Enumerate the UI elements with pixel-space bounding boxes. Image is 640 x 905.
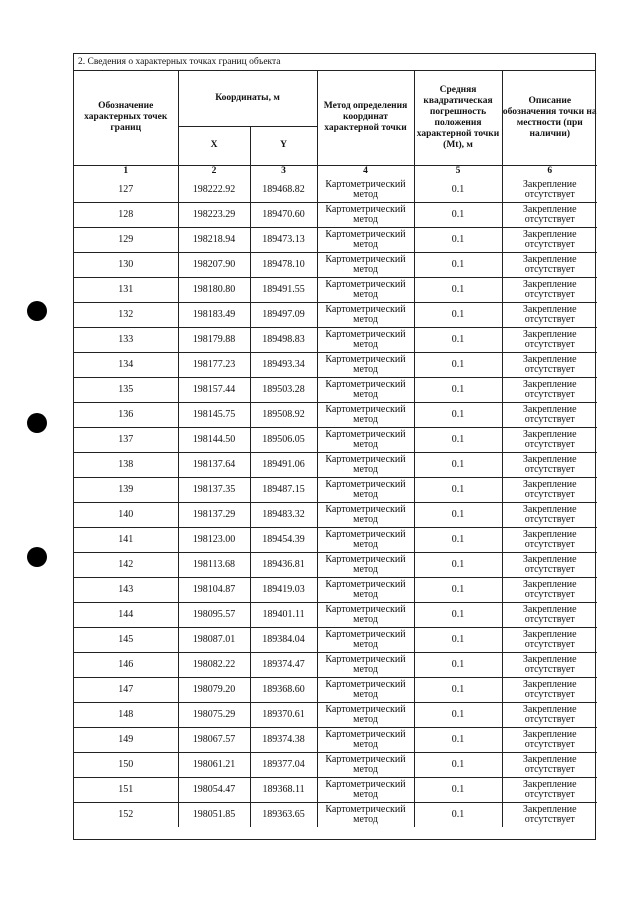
description-cell: Закрепление отсутствует bbox=[502, 552, 597, 577]
point-cell: 141 bbox=[74, 527, 178, 552]
x-coordinate-cell: 198104.87 bbox=[178, 577, 250, 602]
y-coordinate-cell: 189487.15 bbox=[250, 477, 317, 502]
method-cell: Картометрический метод bbox=[317, 652, 414, 677]
error-cell: 0.1 bbox=[414, 752, 502, 777]
method-cell: Картометрический метод bbox=[317, 252, 414, 277]
error-cell: 0.1 bbox=[414, 677, 502, 702]
x-coordinate-cell: 198054.47 bbox=[178, 777, 250, 802]
x-coordinate-cell: 198061.21 bbox=[178, 752, 250, 777]
description-cell: Закрепление отсутствует bbox=[502, 677, 597, 702]
point-cell: 152 bbox=[74, 802, 178, 827]
method-cell: Картометрический метод bbox=[317, 552, 414, 577]
description-cell: Закрепление отсутствует bbox=[502, 502, 597, 527]
y-coordinate-cell: 189368.60 bbox=[250, 677, 317, 702]
column-number: 4 bbox=[317, 165, 414, 178]
header-coordinates: Координаты, м bbox=[178, 71, 317, 126]
description-cell: Закрепление отсутствует bbox=[502, 427, 597, 452]
point-cell: 150 bbox=[74, 752, 178, 777]
error-cell: 0.1 bbox=[414, 477, 502, 502]
method-cell: Картометрический метод bbox=[317, 802, 414, 827]
error-cell: 0.1 bbox=[414, 252, 502, 277]
table-row bbox=[74, 277, 597, 302]
y-coordinate-cell: 189491.06 bbox=[250, 452, 317, 477]
table-row bbox=[74, 252, 597, 277]
header-method: Метод определения координат характерной точки bbox=[317, 71, 414, 165]
x-coordinate-cell: 198207.90 bbox=[178, 252, 250, 277]
point-cell: 140 bbox=[74, 502, 178, 527]
table-row bbox=[74, 427, 597, 452]
table-row bbox=[74, 377, 597, 402]
point-cell: 143 bbox=[74, 577, 178, 602]
description-cell: Закрепление отсутствует bbox=[502, 178, 597, 203]
method-cell: Картометрический метод bbox=[317, 227, 414, 252]
method-cell: Картометрический метод bbox=[317, 377, 414, 402]
error-cell: 0.1 bbox=[414, 727, 502, 752]
error-cell: 0.1 bbox=[414, 702, 502, 727]
x-coordinate-cell: 198180.80 bbox=[178, 277, 250, 302]
point-cell: 142 bbox=[74, 552, 178, 577]
y-coordinate-cell: 189483.32 bbox=[250, 502, 317, 527]
x-coordinate-cell: 198179.88 bbox=[178, 327, 250, 352]
table-row bbox=[74, 677, 597, 702]
method-cell: Картометрический метод bbox=[317, 477, 414, 502]
column-number: 1 bbox=[74, 165, 178, 178]
description-cell: Закрепление отсутствует bbox=[502, 802, 597, 827]
x-coordinate-cell: 198137.35 bbox=[178, 477, 250, 502]
error-cell: 0.1 bbox=[414, 402, 502, 427]
table-row bbox=[74, 402, 597, 427]
table-row bbox=[74, 527, 597, 552]
method-cell: Картометрический метод bbox=[317, 577, 414, 602]
description-cell: Закрепление отсутствует bbox=[502, 277, 597, 302]
point-cell: 144 bbox=[74, 602, 178, 627]
y-coordinate-cell: 189374.38 bbox=[250, 727, 317, 752]
y-coordinate-cell: 189401.11 bbox=[250, 602, 317, 627]
description-cell: Закрепление отсутствует bbox=[502, 652, 597, 677]
table-row bbox=[74, 202, 597, 227]
description-cell: Закрепление отсутствует bbox=[502, 727, 597, 752]
method-cell: Картометрический метод bbox=[317, 327, 414, 352]
error-cell: 0.1 bbox=[414, 178, 502, 203]
boundary-points-section bbox=[73, 53, 596, 840]
method-cell: Картометрический метод bbox=[317, 178, 414, 203]
x-coordinate-cell: 198113.68 bbox=[178, 552, 250, 577]
point-cell: 151 bbox=[74, 777, 178, 802]
description-cell: Закрепление отсутствует bbox=[502, 627, 597, 652]
description-cell: Закрепление отсутствует bbox=[502, 302, 597, 327]
error-cell: 0.1 bbox=[414, 627, 502, 652]
y-coordinate-cell: 189363.65 bbox=[250, 802, 317, 827]
point-cell: 132 bbox=[74, 302, 178, 327]
x-coordinate-cell: 198157.44 bbox=[178, 377, 250, 402]
error-cell: 0.1 bbox=[414, 427, 502, 452]
y-coordinate-cell: 189384.04 bbox=[250, 627, 317, 652]
method-cell: Картометрический метод bbox=[317, 202, 414, 227]
description-cell: Закрепление отсутствует bbox=[502, 702, 597, 727]
table-row bbox=[74, 552, 597, 577]
point-cell: 129 bbox=[74, 227, 178, 252]
error-cell: 0.1 bbox=[414, 527, 502, 552]
x-coordinate-cell: 198183.49 bbox=[178, 302, 250, 327]
method-cell: Картометрический метод bbox=[317, 527, 414, 552]
punch-hole bbox=[27, 301, 47, 321]
point-cell: 137 bbox=[74, 427, 178, 452]
table-row bbox=[74, 777, 597, 802]
header-error: Средняя квадратическая погрешность положения характерной точки (Mt), м bbox=[414, 71, 502, 165]
description-cell: Закрепление отсутствует bbox=[502, 777, 597, 802]
point-cell: 130 bbox=[74, 252, 178, 277]
point-cell: 128 bbox=[74, 202, 178, 227]
point-cell: 134 bbox=[74, 352, 178, 377]
error-cell: 0.1 bbox=[414, 327, 502, 352]
x-coordinate-cell: 198137.64 bbox=[178, 452, 250, 477]
point-cell: 131 bbox=[74, 277, 178, 302]
table-row bbox=[74, 627, 597, 652]
y-coordinate-cell: 189377.04 bbox=[250, 752, 317, 777]
point-cell: 147 bbox=[74, 677, 178, 702]
error-cell: 0.1 bbox=[414, 202, 502, 227]
method-cell: Картометрический метод bbox=[317, 602, 414, 627]
description-cell: Закрепление отсутствует bbox=[502, 327, 597, 352]
y-coordinate-cell: 189491.55 bbox=[250, 277, 317, 302]
description-cell: Закрепление отсутствует bbox=[502, 377, 597, 402]
method-cell: Картометрический метод bbox=[317, 677, 414, 702]
point-cell: 133 bbox=[74, 327, 178, 352]
error-cell: 0.1 bbox=[414, 277, 502, 302]
point-cell: 146 bbox=[74, 652, 178, 677]
x-coordinate-cell: 198223.29 bbox=[178, 202, 250, 227]
table-row bbox=[74, 352, 597, 377]
method-cell: Картометрический метод bbox=[317, 402, 414, 427]
method-cell: Картометрический метод bbox=[317, 727, 414, 752]
y-coordinate-cell: 189473.13 bbox=[250, 227, 317, 252]
y-coordinate-cell: 189498.83 bbox=[250, 327, 317, 352]
error-cell: 0.1 bbox=[414, 602, 502, 627]
description-cell: Закрепление отсутствует bbox=[502, 477, 597, 502]
y-coordinate-cell: 189470.60 bbox=[250, 202, 317, 227]
header-point-designation: Обозначение характерных точек границ bbox=[74, 71, 178, 165]
point-cell: 135 bbox=[74, 377, 178, 402]
x-coordinate-cell: 198177.23 bbox=[178, 352, 250, 377]
description-cell: Закрепление отсутствует bbox=[502, 602, 597, 627]
method-cell: Картометрический метод bbox=[317, 702, 414, 727]
method-cell: Картометрический метод bbox=[317, 427, 414, 452]
table-row bbox=[74, 727, 597, 752]
column-number: 5 bbox=[414, 165, 502, 178]
error-cell: 0.1 bbox=[414, 652, 502, 677]
point-cell: 139 bbox=[74, 477, 178, 502]
table-row bbox=[74, 227, 597, 252]
error-cell: 0.1 bbox=[414, 302, 502, 327]
table-row bbox=[74, 477, 597, 502]
description-cell: Закрепление отсутствует bbox=[502, 452, 597, 477]
y-coordinate-cell: 189370.61 bbox=[250, 702, 317, 727]
table-row bbox=[74, 327, 597, 352]
error-cell: 0.1 bbox=[414, 552, 502, 577]
method-cell: Картометрический метод bbox=[317, 627, 414, 652]
table-row bbox=[74, 702, 597, 727]
y-coordinate-cell: 189506.05 bbox=[250, 427, 317, 452]
error-cell: 0.1 bbox=[414, 377, 502, 402]
method-cell: Картометрический метод bbox=[317, 277, 414, 302]
header-description: Описание обозначения точки на местности (при наличии) bbox=[502, 71, 597, 165]
point-cell: 149 bbox=[74, 727, 178, 752]
y-coordinate-cell: 189497.09 bbox=[250, 302, 317, 327]
table-row bbox=[74, 802, 597, 827]
method-cell: Картометрический метод bbox=[317, 302, 414, 327]
error-cell: 0.1 bbox=[414, 227, 502, 252]
y-coordinate-cell: 189374.47 bbox=[250, 652, 317, 677]
table-row bbox=[74, 502, 597, 527]
table-row bbox=[74, 652, 597, 677]
x-coordinate-cell: 198218.94 bbox=[178, 227, 250, 252]
x-coordinate-cell: 198144.50 bbox=[178, 427, 250, 452]
error-cell: 0.1 bbox=[414, 577, 502, 602]
table-row bbox=[74, 577, 597, 602]
table-row bbox=[74, 602, 597, 627]
method-cell: Картометрический метод bbox=[317, 502, 414, 527]
description-cell: Закрепление отсутствует bbox=[502, 577, 597, 602]
method-cell: Картометрический метод bbox=[317, 777, 414, 802]
x-coordinate-cell: 198137.29 bbox=[178, 502, 250, 527]
column-number: 3 bbox=[250, 165, 317, 178]
x-coordinate-cell: 198075.29 bbox=[178, 702, 250, 727]
boundary-points-table bbox=[74, 71, 597, 827]
point-cell: 138 bbox=[74, 452, 178, 477]
x-coordinate-cell: 198082.22 bbox=[178, 652, 250, 677]
description-cell: Закрепление отсутствует bbox=[502, 202, 597, 227]
column-number: 6 bbox=[502, 165, 597, 178]
error-cell: 0.1 bbox=[414, 802, 502, 827]
column-number: 2 bbox=[178, 165, 250, 178]
method-cell: Картометрический метод bbox=[317, 452, 414, 477]
table-body bbox=[74, 178, 597, 827]
error-cell: 0.1 bbox=[414, 502, 502, 527]
punch-hole bbox=[27, 413, 47, 433]
header-x: X bbox=[178, 126, 250, 165]
x-coordinate-cell: 198067.57 bbox=[178, 727, 250, 752]
y-coordinate-cell: 189493.34 bbox=[250, 352, 317, 377]
table-row bbox=[74, 302, 597, 327]
description-cell: Закрепление отсутствует bbox=[502, 252, 597, 277]
description-cell: Закрепление отсутствует bbox=[502, 227, 597, 252]
error-cell: 0.1 bbox=[414, 452, 502, 477]
y-coordinate-cell: 189468.82 bbox=[250, 178, 317, 203]
x-coordinate-cell: 198079.20 bbox=[178, 677, 250, 702]
table-row bbox=[74, 452, 597, 477]
x-coordinate-cell: 198087.01 bbox=[178, 627, 250, 652]
x-coordinate-cell: 198222.92 bbox=[178, 178, 250, 203]
y-coordinate-cell: 189436.81 bbox=[250, 552, 317, 577]
point-cell: 136 bbox=[74, 402, 178, 427]
x-coordinate-cell: 198145.75 bbox=[178, 402, 250, 427]
point-cell: 127 bbox=[74, 178, 178, 203]
y-coordinate-cell: 189368.11 bbox=[250, 777, 317, 802]
description-cell: Закрепление отсутствует bbox=[502, 752, 597, 777]
point-cell: 145 bbox=[74, 627, 178, 652]
section-title: 2. Сведения о характерных точках границ объекта bbox=[74, 54, 595, 71]
y-coordinate-cell: 189508.92 bbox=[250, 402, 317, 427]
point-cell: 148 bbox=[74, 702, 178, 727]
error-cell: 0.1 bbox=[414, 777, 502, 802]
method-cell: Картометрический метод bbox=[317, 752, 414, 777]
table-row bbox=[74, 178, 597, 203]
header-y: Y bbox=[250, 126, 317, 165]
method-cell: Картометрический метод bbox=[317, 352, 414, 377]
x-coordinate-cell: 198123.00 bbox=[178, 527, 250, 552]
description-cell: Закрепление отсутствует bbox=[502, 527, 597, 552]
error-cell: 0.1 bbox=[414, 352, 502, 377]
x-coordinate-cell: 198095.57 bbox=[178, 602, 250, 627]
y-coordinate-cell: 189419.03 bbox=[250, 577, 317, 602]
description-cell: Закрепление отсутствует bbox=[502, 402, 597, 427]
y-coordinate-cell: 189503.28 bbox=[250, 377, 317, 402]
x-coordinate-cell: 198051.85 bbox=[178, 802, 250, 827]
table-row bbox=[74, 752, 597, 777]
description-cell: Закрепление отсутствует bbox=[502, 352, 597, 377]
punch-hole bbox=[27, 547, 47, 567]
y-coordinate-cell: 189454.39 bbox=[250, 527, 317, 552]
y-coordinate-cell: 189478.10 bbox=[250, 252, 317, 277]
